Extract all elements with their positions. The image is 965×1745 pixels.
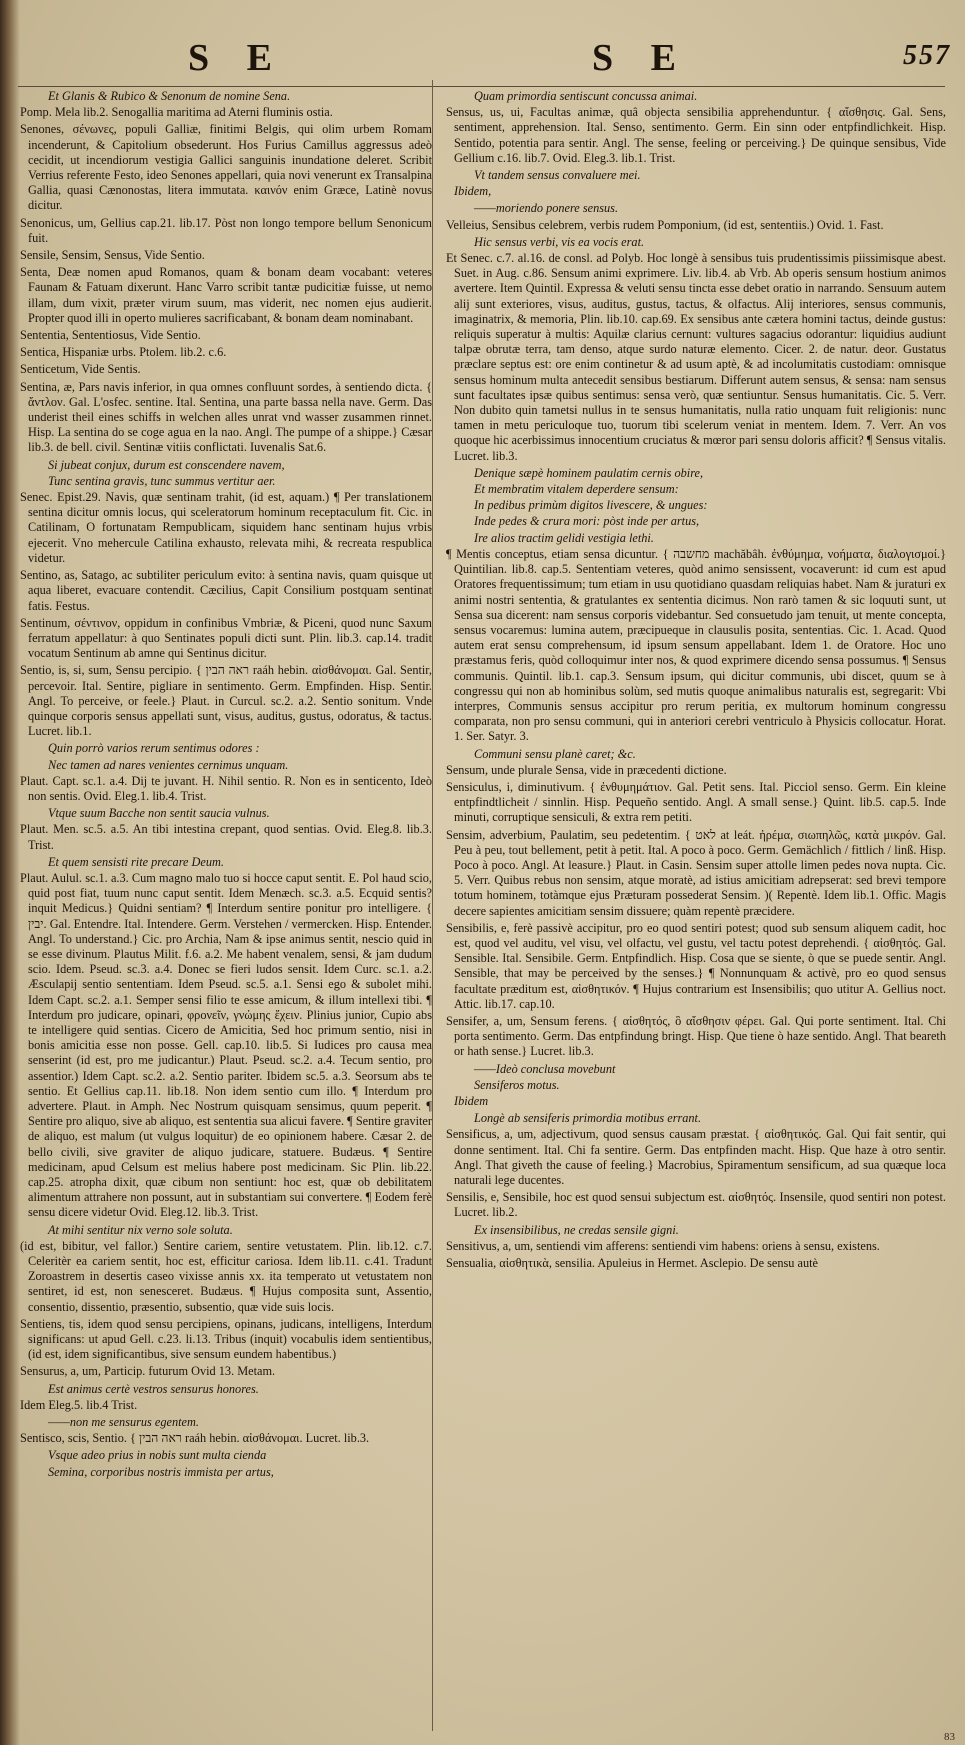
quotation-line: Inde pedes & crura mori: pòst inde per artus, bbox=[474, 514, 700, 529]
dictionary-entry: Sentiens, tis, idem quod sensu percipiens, opinans, judicans, intelligens, Interdum significans: ut apud Gell. c.23. li.13. Tribus (inquit) vocabulis idem sentientibus, (id est, idem significantibus, sive sensum eundem habentibus.) bbox=[20, 1316, 432, 1362]
quotation-line: Si jubeat conjux, durum est conscendere navem, bbox=[48, 457, 285, 472]
dictionary-entry: Sentica, Hispaniæ urbs. Ptolem. lib.2. c.6. bbox=[20, 345, 227, 360]
dictionary-entry: Velleius, Sensibus celebrem, verbis rudem Pomponium, (id est, sententiis.) Ovid. 1. Fast. bbox=[446, 217, 884, 232]
header-rule bbox=[18, 86, 945, 87]
quotation-line: Longè ab sensiferis primordia motibus errant. bbox=[474, 1111, 702, 1126]
dictionary-entry: ¶ Mentis conceptus, etiam sensa dicuntur. { מחשבה machăbâh. ἐνθύμημα, νοήματα, διαλογισμοί.} Quintilian. lib.8. cap.5. Sententiam veteres, quòd animo sensissent, vocaverunt: id cum est apud Oratores frequentissimum; tum etiam in usu quotidiano quasdam reliquias habet. Nam & juraturi ex animi nostri sententia, & gratulantes ex sententia dicimus. Non rarò tamen & sic loquuti sunt, ut Sensa sua dicerent: nam sensus corporis videbantur. Sed consuetudo jam tenuit, ut mente concepta, sensus vocaremus: lumina autem, præcipueque in clausulis posita, sententias. Cic. 1. Acad. Quod autem erat sensu comprehensum, id ipsum sensum appellabant. Idem 1. de Oratore. Hoc uno præstamus feris, quòd colloquimur inter nos, & quod exprimere dicendo sensa possumus. ¶ Sensus communis. Quintil. lib.1. cap.3. Sensum ipsum, qui dicitur communis, ubi discet, quum se à congressu qui non ab hominibus solùm, sed mutis quoque animalibus naturalis est, segregarit: Vbi interpres, Communis sensus accipitur pro rerum peritia, ex multorum hominum congressu comparata, non pro sensu communi, qui in anteriori cerebri ventriculo à Physicis collocatur. Horat. 1. Ser. Satyr. 3. bbox=[446, 546, 946, 744]
quotation-line: Nec tamen ad nares venientes cernimus unquam. bbox=[48, 757, 289, 772]
dictionary-entry: Plaut. Aulul. sc.1. a.3. Cum magno malo tuo si hocce caput sentit. E. Pol haud scio, quid post fiat, tuum nunc caput sentit. Idem Menæch. sc.3. a.5. Ecquid sentis? inquit Medicus.} Quidni sentiam? ¶ Interdum sentire ponitur pro intelligere. { יבין. Gal. Entendre. Ital. Intendere. Germ. Verstehen / vermercken. Hisp. Entender. Angl. To understand.} Cic. pro Archia, Nam & ipse animus sentit, nescio quid in se esse divinum. Plautus Milit. f.6. a.2. Me habent venalem, sensi, & jam dudum scio. Idem. Pseud. sc.3. a.4. Donec se fieri ludos sensit. Idem Curc. sc.1. a.2. Æsculapij sentio sententiam. Idem Pseud. sc.5. a.1. Sensi ego & subolet mihi. Idem Capt. sc.2. a.1. Semper sensi filio te esse amicum, & illum intellexi tibi. ¶ Interdum pro judicare, opinari, φρονεῖν, γνώμης ἔχειν. Plinius junior, Cupio abs te intelligere quid sentias. Cicero de Amicitia, Sed hoc primum sentio, nisi in bonis amicitia esse non posse. Gell. cap.10. lib.5. Si Iudices pro causa mea senserint (id est, pro me judicantur.) Plaut. Pseud. sc.2. a.4. Tecum sentio, pro assentior.) Idem Capt. sc.2. a.2. Sentio pariter. Ibidem sc.5. a.3. Seorsum abs te sentio. Et Gellius cap.11. lib.18. Non idem sentio cum illo. ¶ Interdum pro advertere. Plaut. in Amph. Nec Nostrum quisquam sensimus, quum peperit. ¶ Sentire pro aliquo, sive ab aliquo, est sententia sua alicui favere. ¶ Sentire graviter de aliquo, est malum (ut vulgus loquitur) de eo opinionem habere. Cæsar 2. de bello civili, sive graviter de aliquo judicare, statuere. Budæus. ¶ Sentire medicinam, apud Celsum est melius habere post medicinam. Sic Plin. lib.22. cap.25. atropha dixit, quæ cibum non sentiunt: hoc est, quæ ob debilitatem alimentum attrahere non possunt, aut in substantiam sui convertere. ¶ Eodem ferè sensu dicere videtur Ovid. Eleg.12. lib.3. Trist. bbox=[20, 870, 432, 1220]
dictionary-entry: Plaut. Men. sc.5. a.5. An tibi intestina crepant, quod sentias. Ovid. Eleg.8. lib.3. Trist. bbox=[20, 822, 432, 852]
quotation-line: ——non me sensurus egentem. bbox=[48, 1415, 199, 1430]
quotation-line: Vt tandem sensus convaluere mei. bbox=[474, 168, 641, 183]
page-number: 557 bbox=[903, 40, 951, 71]
dictionary-entry: Sentina, æ, Pars navis inferior, in qua omnes confluunt sordes, à sentiendo dicta. { ἄντλον. Gal. L'osfec. sentine. Ital. Sentina, una parte bassa nella nave. Germ. Das underist theil eines schiffs in welchen alles unrat vnd wasser zusammen rinnet. Hisp. La sentina do se coge agua en la nao. Angl. The pumpe of a shippe.} Cæsar lib.3. de bell. civil. Sentinæ vitiis conflictati. Iuvenalis Sat.6. bbox=[20, 379, 432, 455]
quotation-line: Est animus certè vestros sensurus honores. bbox=[48, 1381, 259, 1396]
quotation-line: Et quem sensisti rite precare Deum. bbox=[48, 854, 224, 869]
dictionary-entry: Sententia, Sententiosus, Vide Sentio. bbox=[20, 328, 201, 343]
dictionary-entry: Sentino, as, Satago, ac subtiliter periculum evito: à sentina navis, quam quisque ut aqua liberet, evacuare contendit. Cæcilius, Capit Consilium postquam sentinat fatis. Festus. bbox=[20, 568, 432, 613]
dictionary-entry: Plaut. Capt. sc.1. a.4. Dij te juvant. H. Nihil sentio. R. Non es in senticento, Ideò non sentis. Ovid. Eleg.1. lib.4. Trist. bbox=[20, 773, 432, 803]
quotation-line: Ibidem bbox=[454, 1094, 489, 1108]
dictionary-entry: Et Senec. c.7. al.16. de consl. ad Polyb. Hoc longè à sensibus tuis prudentissimis piissimisque abest. Suet. in Aug. c.86. Sensum animi exprimere. Liv. lib.4. ab Vrb. Ab operis sensum hostium animos avertere. Item Quintil. Expressa & veluti sensu tincta esse debet oratio in narrando. Sensuum autem alij sunt exteriores, visus, auditus, gustus, tactus, & olfactus. Alij interiores, sensus communis, imaginatrix, & memoria, Plin. lib.10. cap.69. Ex sensibus ante cætera homini tactus, deinde gustus: reliquis superatur à multis: Aquilæ clarius cernunt: vultures sagacius odorantur: liquidius audiunt talpæ obrutæ terra, tam denso, atque surdo naturæ elemento. Cicer. 2. de natur. deor. Gustatus præclare septus est: ore enim continetur & ad usum aptè, & ad incolumitatis custodiam: omnisque sensus hominum multa antecedit sensibus bestiarum. Differunt autem sensus, & sensa: nam sensus sunt facultates ipsæ quibus sentimus: sensa verò, quæ sentiuntur. Sensus humanitatis. Cic. 5. Verr. Non dubito quin tametsi nullus in te sensus humanitatis, nulla ratio unquam fuit religionis: nunc tamen in metu periculoque tuo, tuorum tibi scelerum veniat in mentem. Idem. 7. Verr. An vos quoque hic acerbissimus innocentium cruciatus & mœror pari sensu doloris afficit? ¶ Sensus vitalis. Lucret. lib.3. bbox=[446, 251, 946, 463]
dictionary-entry: Senec. Epist.29. Navis, quæ sentinam trahit, (id est, aquam.) ¶ Per translationem sentina dicitur omnis locus, qui sceleratorum hominum receptaculum fit. Cic. in Catilinam, O fortunatam Rempublicam, siquidem hanc sentinam hujus vrbis ejecerit. Vno mehercule Catilina exhausto, relevata mihi, & recreata respublica videtur. bbox=[20, 490, 432, 565]
quotation-line: Sensiferos motus. bbox=[474, 1077, 560, 1092]
dictionary-entry: Senticetum, Vide Sentis. bbox=[20, 362, 141, 377]
head-left-letters: S E bbox=[188, 37, 286, 79]
quotation-line: Communi sensu planè caret; &c. bbox=[474, 746, 636, 761]
dictionary-entry: Sensus, us, ui, Facultas animæ, quâ objecta sensibilia apprehenduntur. { αἴσθησις. Gal. Sens, sentiment, apprehension. Ital. Senso, sentimento. Germ. Ein sinn oder entpfindlichkeit. Hisp. Sentido, potentia para sentir. Angl. The sense, feeling or perceiving.} De quinque sensibus, Vide Gellium c.16. lib.7. Ovid. Eleg.3. lib.1. Trist. bbox=[446, 105, 946, 165]
dictionary-entry: Senta, Deæ nomen apud Romanos, quam & bonam deam vocabant: veteres Faunam & Fatuam dixerunt. Hanc Varro scribit tantæ pudicitiæ fuisse, ut nemo illam, dum vixit, præter virum suum, mas viderit, nec nomen ejus audierit. Propter quod illi in operto mulieres sacrificabant, & bonam deam nominabant. bbox=[20, 265, 432, 325]
right-column bbox=[446, 88, 946, 1273]
quotation-line: Hic sensus verbi, vis ea vocis erat. bbox=[474, 234, 645, 249]
column-divider bbox=[432, 80, 433, 1731]
dictionary-entry: Sensificus, a, um, adjectivum, quod sensus causam præstat. { αἰσθητικός. Gal. Qui fait sentir, qui donne sentiment. Ital. Chi fa sentire. Germ. Das entpfinden macht. Hisp. Que haze à otro sentir. Angl. That giveth the cause of feeling.} Macrobius, Spiramentum sensificum, ad sua quæque loca naturali lege ducentes. bbox=[446, 1127, 946, 1188]
quotation-line: Tunc sentina gravis, tunc summus vertitur aer. bbox=[48, 473, 276, 488]
quotation-line: Ire alios tractim gelidi vestigia lethi. bbox=[474, 530, 654, 545]
dictionary-entry: Sensifer, a, um, Sensum ferens. { αἰσθητός, ὃ αἴσθησιν φέρει. Gal. Qui porte sentiment. Ital. Chi porta sentimento. Germ. Das entpfindung bringt. Hisp. Que tiene ò haze sentido. Angl. That beareth or hath sense.} Lucret. lib.3. bbox=[446, 1013, 946, 1059]
dictionary-entry: Senones, σένωνες, populi Galliæ, finitimi Belgis, qui olim urbem Romam incenderunt, & Capitolium obsederunt. Hos Furius Camillus aggressus adeò cecidit, ut incendiorum vestigia Gallici sanguinis inundatione deleret. Scribit Verrius referente Festo, ideo Senones appellari, quia novi venerunt ex Transalpina Gallia, quasi Cænonostas, litera immutata. καινόν enim Græce, Latinè novus dicitur. bbox=[20, 122, 432, 213]
dictionary-entry: Sentio, is, si, sum, Sensu percipio. { ראה הבין raáh hebin. αἰσθάνομαι. Gal. Sentir, percevoir. Ital. Sentire, pigliare in sentimento. Germ. Empfinden. Hisp. Sentir. Angl. To perceive, or feele.} Plaut. in Curcul. sc.2. a.2. Sentio sonitum. Vnde quinque corporis sensus appellati sunt, visus, auditus, gustus, odoratus, & tactus. Lucret. lib.1. bbox=[20, 663, 432, 739]
quotation-line: At mihi sentitur nix verno sole soluta. bbox=[48, 1222, 233, 1237]
quotation-line: Ex insensibilibus, ne credas sensile gigni. bbox=[474, 1222, 679, 1237]
dictionary-entry: Sensiculus, i, diminutivum. { ἐνθυμημάτιον. Gal. Petit sens. Ital. Picciol senso. Germ. Ein kleine entpfindtlicheit / sinnlin. Hisp. Pequeño sentido. Angl. A small sense.} Quint. lib.5. cap.5. Inde minuti, corruptique sensiculi, & extra rem petiti. bbox=[446, 779, 946, 825]
dictionary-entry: Sensibilis, e, ferè passivè accipitur, pro eo quod sentiri potest; quod sub sensum aliquem cadit, hoc est, quod vel auditu, vel visu, vel olfactu, vel gustu, vel tactu potest deprehendi. { αἰσθητός. Gal. Sensible. Ital. Sensibile. Germ. Entpfindlich. Hisp. Cosa que se siente, ò que se puede sentir. Angl. Sensible, that may be perceived by the senses.} ¶ Nonnunquam & activè, pro eo quod sensus facultate præditum est, αἰσθητικόν. ¶ Hujus contrarium est Insensibilis; quo utitur A. Gellius noct. Attic. lib.17. cap.10. bbox=[446, 920, 946, 1011]
book-spine-shadow bbox=[0, 0, 20, 1745]
catchword: 83 bbox=[944, 1731, 955, 1743]
quotation-line: Ibidem, bbox=[454, 184, 492, 199]
dictionary-entry: Sensualia, αἰσθητικὰ, sensilia. Apuleius in Hermet. Asclepio. De sensu autè bbox=[446, 1256, 818, 1271]
quotation-line: Semina, corporibus nostris immista per artus, bbox=[48, 1464, 274, 1479]
quotation-line: Denique sæpè hominem paulatim cernis obire, bbox=[474, 465, 704, 480]
dictionary-entry: Sensilis, e, Sensibile, hoc est quod sensui subjectum est. αἰσθητός. Insensile, quod sentiri non potest. Lucret. lib.2. bbox=[446, 1190, 946, 1220]
left-column bbox=[20, 88, 432, 1481]
dictionary-entry: Sensurus, a, um, Particip. futurum Ovid 13. Metam. bbox=[20, 1364, 276, 1379]
head-right-letters: S E bbox=[592, 37, 690, 79]
quotation-line: Et membratim vitalem deperdere sensum: bbox=[474, 482, 679, 497]
quotation-line: Quin porrò varios rerum sentimus odores : bbox=[48, 741, 260, 756]
dictionary-entry: Sensim, adverbium, Paulatim, seu pedetentim. { לאט at leát. ἠρέμα, σιωπηλῶς, κατὰ μικρόν. Gal. Peu à peu, tout bellement, petit à petit. Ital. A poco à poco. Germ. Gemächlich / fittlich / linß. Hisp. Poco à poco. Angl. At leasure.} Plaut. in Casin. Sensim super attolle limen pedes nova nupta. Cic. 5. Verr. Quibus rebus non sensim, atque moratè, ad istius amicitiam adrepserat: sed brevi tempore totum hominem, totàmque ejus Præturam possederat Sensim. )( Repentè. Idem lib.1. Offic. Magis decere sapientes amicitiam sensim dissuere; quàm repentè præcidere. bbox=[446, 827, 946, 918]
dictionary-entry: Idem Eleg.5. lib.4 Trist. bbox=[20, 1397, 138, 1412]
dictionary-entry: Sentisco, scis, Sentio. { ראה הבין raáh hebin. αἰσθάνομαι. Lucret. lib.3. bbox=[20, 1431, 370, 1446]
quotation-line: Et Glanis & Rubico & Senonum de nomine Sena. bbox=[48, 89, 291, 103]
quotation-line: ——Ideò conclusa movebunt bbox=[474, 1061, 616, 1076]
dictionary-entry: Pomp. Mela lib.2. Senogallia maritima ad Aterni fluminis ostia. bbox=[20, 105, 333, 120]
running-head bbox=[0, 36, 965, 80]
quotation-line: Quam primordia sentiscunt concussa animai. bbox=[474, 89, 698, 103]
quotation-line: Vtque suum Bacche non sentit saucia vulnus. bbox=[48, 806, 270, 821]
quotation-line: ——moriendo ponere sensus. bbox=[474, 201, 619, 216]
dictionary-entry: Senonicus, um, Gellius cap.21. lib.17. Pòst non longo tempore bellum Senonicum fuit. bbox=[20, 215, 432, 245]
quotation-line: In pedibus primùm digitos livescere, & ungues: bbox=[474, 498, 708, 513]
dictionary-entry: (id est, bibitur, vel fallor.) Sentire cariem, sentire vetustatem. Plin. lib.12. c.7. Celeritèr ea cariem sentit, hoc est, efficitur cariosa. Idem lib.11. c.41. Tradunt Zoroastrem in desertis caseo vixisse annis xx. ita temperato ut vetustatem non sentiret, id est, non senesceret. Budæus. ¶ Hujus composita sunt, Assentio, consentio, dissentio, præsentio, subsentio, quæ vide suis locis. bbox=[20, 1238, 432, 1314]
dictionary-entry: Sensum, unde plurale Sensa, vide in præcedenti dictione. bbox=[446, 762, 727, 777]
dictionary-entry: Sentinum, σέντινον, oppidum in confinibus Vmbriæ, & Piceni, quod nunc Saxum ferratum appellatur: à quo Sentinates populi dicti sunt. Plin. lib.3. cap.14. tradit vocatum Sentinum ab amne qui Sentinus dicitur. bbox=[20, 615, 432, 661]
dictionary-entry: Sensitivus, a, um, sentiendi vim afferens: sentiendi vim habens: oriens à sensu, existens. bbox=[446, 1238, 880, 1253]
quotation-line: Vsque adeo prius in nobis sunt multa cienda bbox=[48, 1448, 267, 1463]
dictionary-entry: Sensile, Sensim, Sensus, Vide Sentio. bbox=[20, 248, 205, 263]
